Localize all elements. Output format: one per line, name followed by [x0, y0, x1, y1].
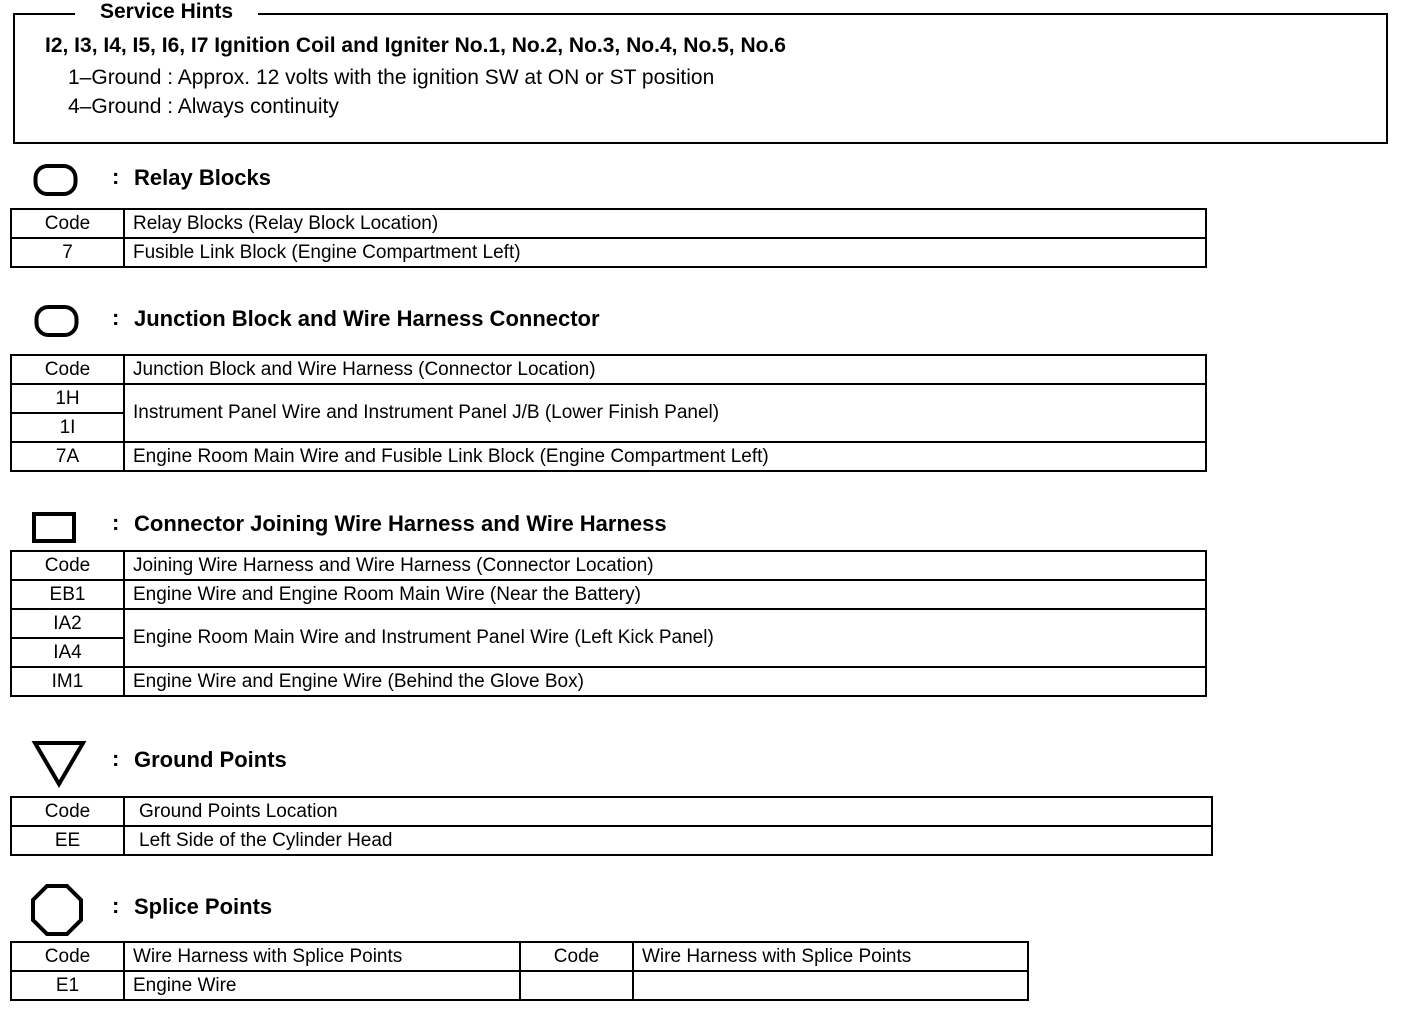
- table-header-row: [11, 551, 1206, 580]
- desc-cell: [633, 971, 1028, 1000]
- desc-cell: Instrument Panel Wire and Instrument Panel J/B (Lower Finish Panel): [124, 384, 1206, 442]
- desc-cell: Engine Wire and Engine Room Main Wire (Near the Battery): [124, 580, 1206, 609]
- rounded-rect-icon: [33, 163, 79, 197]
- table-header-cell: Code: [11, 209, 124, 238]
- table-row: [11, 826, 1212, 855]
- desc-cell: Engine Room Main Wire and Fusible Link Block (Engine Compartment Left): [124, 442, 1206, 471]
- table-header-row: [11, 209, 1206, 238]
- connector-table: [10, 550, 1207, 697]
- table-header-cell: Code: [11, 355, 124, 384]
- octagon-icon: [30, 883, 84, 937]
- rounded-rect-icon: [34, 304, 80, 338]
- code-cell: EB1: [11, 580, 124, 609]
- table-row: [11, 971, 1028, 1000]
- service-hints-heading: I2, I3, I4, I5, I6, I7 Ignition Coil and Igniter No.1, No.2, No.3, No.4, No.5, No.6: [45, 34, 786, 57]
- table-header-row: [11, 355, 1206, 384]
- square-icon: [31, 510, 77, 544]
- desc-cell: Engine Room Main Wire and Instrument Panel Wire (Left Kick Panel): [124, 609, 1206, 667]
- table-header-row: [11, 797, 1212, 826]
- table-header-cell: Junction Block and Wire Harness (Connector Location): [124, 355, 1206, 384]
- desc-cell: Engine Wire and Engine Wire (Behind the Glove Box): [124, 667, 1206, 696]
- table-header-cell: Code: [11, 551, 124, 580]
- connector-title: Connector Joining Wire Harness and Wire Harness: [134, 511, 667, 536]
- colon: :: [112, 164, 120, 189]
- ground-points-table: [10, 796, 1213, 856]
- junction-block-table: [10, 354, 1207, 472]
- colon: :: [112, 510, 120, 535]
- code-cell: IA2: [11, 609, 124, 638]
- code-cell: 7A: [11, 442, 124, 471]
- triangle-down-icon: [31, 739, 87, 789]
- desc-cell: Left Side of the Cylinder Head: [124, 826, 1212, 855]
- table-header-cell: Code: [11, 942, 124, 971]
- splice-points-title: Splice Points: [134, 894, 273, 919]
- table-header-cell: Code: [520, 942, 633, 971]
- table-header-cell: Code: [11, 797, 124, 826]
- service-hint-line: 1–Ground : Approx. 12 volts with the ignition SW at ON or ST position: [68, 66, 715, 89]
- service-hint-line: 4–Ground : Always continuity: [68, 95, 339, 118]
- table-header-cell: Joining Wire Harness and Wire Harness (Connector Location): [124, 551, 1206, 580]
- table-row: [11, 580, 1206, 609]
- relay-blocks-title: Relay Blocks: [134, 165, 271, 190]
- code-cell: EE: [11, 826, 124, 855]
- table-header-cell: Relay Blocks (Relay Block Location): [124, 209, 1206, 238]
- table-header-cell: Wire Harness with Splice Points: [124, 942, 520, 971]
- table-row: [11, 442, 1206, 471]
- table-row: [11, 667, 1206, 696]
- code-cell: 1H: [11, 384, 124, 413]
- code-cell: 1I: [11, 413, 124, 442]
- relay-blocks-table: [10, 208, 1207, 268]
- table-row: [11, 384, 1206, 413]
- table-header-cell: Wire Harness with Splice Points: [633, 942, 1028, 971]
- junction-block-title: Junction Block and Wire Harness Connector: [134, 306, 600, 331]
- colon: :: [112, 893, 120, 918]
- code-cell: E1: [11, 971, 124, 1000]
- table-row: [11, 609, 1206, 638]
- desc-cell: Fusible Link Block (Engine Compartment Left): [124, 238, 1206, 267]
- service-hints-title: Service Hints: [75, 0, 258, 24]
- ground-points-title: Ground Points: [134, 747, 287, 772]
- desc-cell: Engine Wire: [124, 971, 520, 1000]
- code-cell: [520, 971, 633, 1000]
- table-header-row: [11, 942, 1028, 971]
- colon: :: [112, 305, 120, 330]
- code-cell: IA4: [11, 638, 124, 667]
- splice-points-table: [10, 941, 1029, 1001]
- code-cell: 7: [11, 238, 124, 267]
- code-cell: IM1: [11, 667, 124, 696]
- table-row: [11, 238, 1206, 267]
- table-header-cell: Ground Points Location: [124, 797, 1212, 826]
- colon: :: [112, 746, 120, 771]
